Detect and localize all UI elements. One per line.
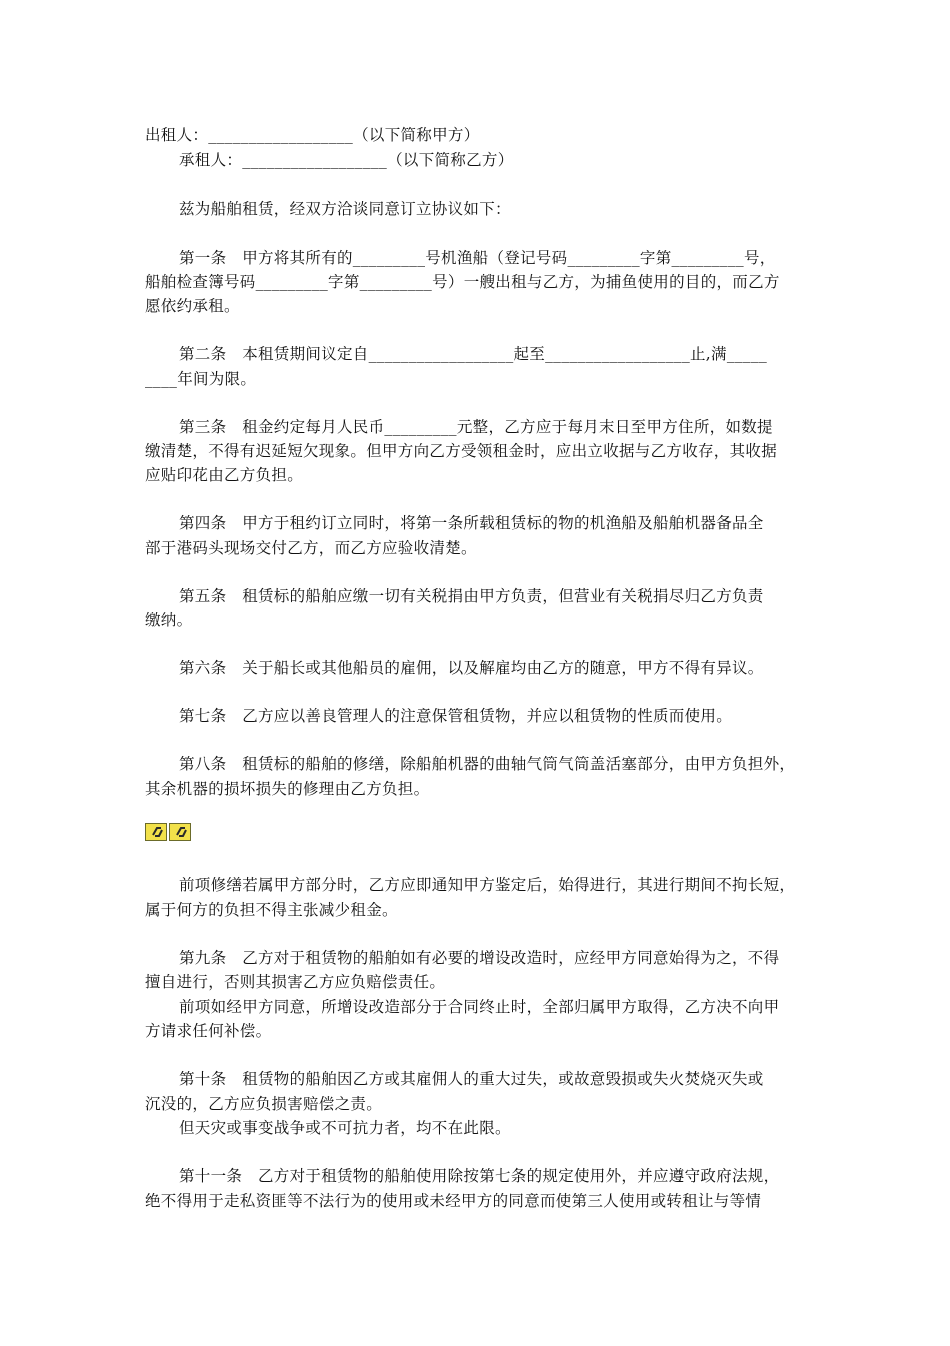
- article-11-line-2: 绝不得用于走私资匪等不法行为的使用或未经甲方的同意而使第三人使用或转租让与等情: [145, 1192, 762, 1210]
- article-9-line-2: 擅自进行，否则其损害乙方应负赔偿责任。: [145, 973, 446, 991]
- article-3-line-2: 缴清楚，不得有迟延短欠现象。但甲方向乙方受领租金时，应出立收据与乙方收存，其收据: [145, 442, 778, 460]
- article-5-line-2: 缴纳。: [145, 611, 193, 629]
- article-11-line-1: 第十一条 乙方对于租赁物的船舶使用除按第七条的规定使用外，并应遵守政府法规，: [179, 1167, 780, 1185]
- lessor-line: 出租人：__________________（以下简称甲方）: [145, 126, 480, 144]
- article-9-line-1: 第九条 乙方对于租赁物的船舶如有必要的增设改造时，应经甲方同意始得为之，不得: [179, 949, 780, 967]
- article-8-clause-line-1: 前项修缮若属甲方部分时，乙方应即通知甲方鉴定后，始得进行，其进行期间不拘长短，: [179, 876, 796, 894]
- article-2-line-2: ____年间为限。: [145, 370, 257, 388]
- article-1-line-2: 船舶检查簿号码_________字第_________号）一艘出租与乙方，为捕鱼使用的目的，而乙方: [145, 273, 780, 291]
- preamble: 兹为船舶租赁，经双方洽谈同意订立协议如下：: [179, 200, 511, 218]
- article-3-line-3: 应贴印花由乙方负担。: [145, 466, 304, 484]
- article-4-line-1: 第四条 甲方于租约订立同时，将第一条所载租赁标的物的机渔船及船舶机器备品全: [179, 514, 764, 532]
- article-9-clause-line-2: 方请求任何补偿。: [145, 1022, 272, 1040]
- article-8-line-2: 其余机器的损坏损失的修理由乙方负担。: [145, 780, 430, 798]
- article-8-line-1: 第八条 租赁标的船舶的修缮，除船舶机器的曲轴气筒气筒盖活塞部分，由甲方负担外，: [179, 755, 796, 773]
- article-1-line-3: 愿依约承租。: [145, 297, 240, 315]
- article-7: 第七条 乙方应以善良管理人的注意保管租赁物，并应以租赁物的性质而使用。: [179, 707, 733, 725]
- article-6: 第六条 关于船长或其他船员的雇佣，以及解雇均由乙方的随意，甲方不得有异议。: [179, 659, 764, 677]
- article-2-line-1: 第二条 本租赁期间议定自__________________起至__________________止,满_____: [179, 345, 768, 363]
- article-10-clause: 但天灾或事变战争或不可抗力者，均不在此限。: [179, 1119, 511, 1137]
- article-3-line-1: 第三条 租金约定每月人民币_________元整，乙方应于每月末日至甲方住所，如数提: [179, 418, 773, 436]
- article-5-line-1: 第五条 租赁标的船舶应缴一切有关税捐由甲方负责，但营业有关税捐尽归乙方负责: [179, 587, 764, 605]
- article-1-line-1: 第一条 甲方将其所有的_________号机渔船（登记号码_________字第_________号，: [179, 249, 776, 267]
- article-9-clause-line-1: 前项如经甲方同意，所增设改造部分于合同终止时，全部归属甲方取得，乙方决不向甲: [179, 998, 780, 1016]
- article-10-line-1: 第十条 租赁物的船舶因乙方或其雇佣人的重大过失，或故意毁损或失火焚烧灭失或: [179, 1070, 764, 1088]
- article-8-clause-line-2: 属于何方的负担不得主张减少租金。: [145, 901, 398, 919]
- link-icon[interactable]: [145, 823, 167, 841]
- link-icon[interactable]: [169, 823, 191, 841]
- article-4-line-2: 部于港码头现场交付乙方，而乙方应验收清楚。: [145, 539, 477, 557]
- embedded-link-icons[interactable]: [145, 823, 193, 841]
- article-10-line-2: 沉没的，乙方应负损害赔偿之责。: [145, 1095, 383, 1113]
- lessee-line: 承租人：__________________（以下简称乙方）: [179, 151, 514, 169]
